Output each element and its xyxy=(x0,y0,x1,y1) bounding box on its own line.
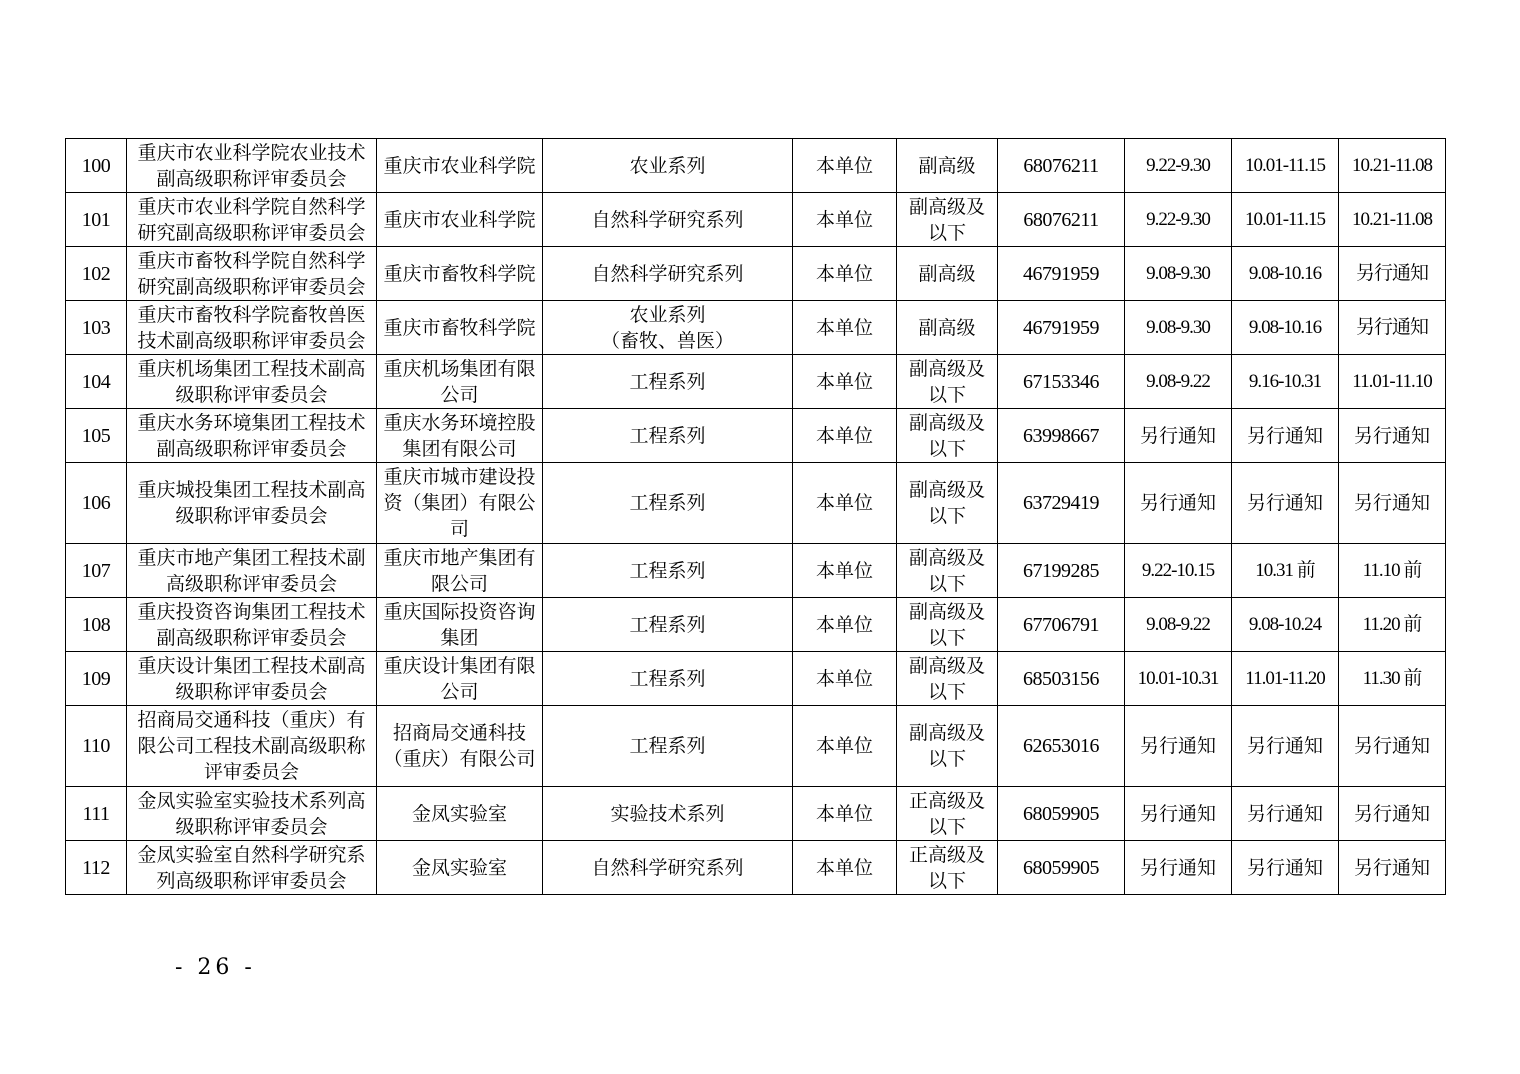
date-range-1: 9.08-9.30 xyxy=(1125,247,1232,301)
scope: 本单位 xyxy=(793,706,897,787)
phone: 67706791 xyxy=(998,598,1125,652)
title-series: 工程系列 xyxy=(543,544,793,598)
title-series: 工程系列 xyxy=(543,355,793,409)
table-row xyxy=(66,355,1446,409)
level: 正高级及以下 xyxy=(897,787,998,841)
date-range-2: 11.01-11.20 xyxy=(1232,652,1339,706)
date-range-1: 9.22-9.30 xyxy=(1125,139,1232,193)
organizing-unit: 金凤实验室 xyxy=(377,841,543,895)
date-range-3: 另行通知 xyxy=(1339,301,1446,355)
title-series: 工程系列 xyxy=(543,598,793,652)
table-row xyxy=(66,544,1446,598)
phone: 67199285 xyxy=(998,544,1125,598)
phone: 46791959 xyxy=(998,301,1125,355)
committee-name: 重庆市地产集团工程技术副高级职称评审委员会 xyxy=(127,544,377,598)
date-range-3: 10.21-11.08 xyxy=(1339,193,1446,247)
date-range-2: 9.08-10.24 xyxy=(1232,598,1339,652)
organizing-unit: 重庆市农业科学院 xyxy=(377,193,543,247)
date-range-3: 11.30 前 xyxy=(1339,652,1446,706)
organizing-unit: 重庆设计集团有限公司 xyxy=(377,652,543,706)
row-number: 104 xyxy=(66,355,127,409)
phone: 46791959 xyxy=(998,247,1125,301)
date-range-3: 另行通知 xyxy=(1339,409,1446,463)
date-range-2: 另行通知 xyxy=(1232,409,1339,463)
scope: 本单位 xyxy=(793,247,897,301)
date-range-1: 另行通知 xyxy=(1125,841,1232,895)
scope: 本单位 xyxy=(793,841,897,895)
title-series: 农业系列 xyxy=(543,139,793,193)
level: 副高级 xyxy=(897,301,998,355)
date-range-1: 另行通知 xyxy=(1125,787,1232,841)
organizing-unit: 重庆市畜牧科学院 xyxy=(377,247,543,301)
row-number: 107 xyxy=(66,544,127,598)
title-series: 工程系列 xyxy=(543,463,793,544)
date-range-2: 10.01-11.15 xyxy=(1232,193,1339,247)
committee-name: 重庆城投集团工程技术副高级职称评审委员会 xyxy=(127,463,377,544)
level: 副高级及以下 xyxy=(897,598,998,652)
date-range-3: 10.21-11.08 xyxy=(1339,139,1446,193)
committee-table-container xyxy=(65,138,1445,895)
scope: 本单位 xyxy=(793,598,897,652)
organizing-unit: 重庆市地产集团有限公司 xyxy=(377,544,543,598)
level: 副高级及以下 xyxy=(897,193,998,247)
date-range-3: 11.20 前 xyxy=(1339,598,1446,652)
level: 副高级 xyxy=(897,247,998,301)
date-range-2: 10.31 前 xyxy=(1232,544,1339,598)
organizing-unit: 重庆国际投资咨询集团 xyxy=(377,598,543,652)
phone: 68076211 xyxy=(998,193,1125,247)
row-number: 101 xyxy=(66,193,127,247)
title-series: 工程系列 xyxy=(543,652,793,706)
date-range-3: 另行通知 xyxy=(1339,247,1446,301)
date-range-1: 10.01-10.31 xyxy=(1125,652,1232,706)
date-range-2: 10.01-11.15 xyxy=(1232,139,1339,193)
committee-name: 重庆市农业科学院农业技术副高级职称评审委员会 xyxy=(127,139,377,193)
phone: 68059905 xyxy=(998,841,1125,895)
table-row xyxy=(66,652,1446,706)
row-number: 106 xyxy=(66,463,127,544)
committee-name: 重庆市畜牧科学院自然科学研究副高级职称评审委员会 xyxy=(127,247,377,301)
committee-name: 重庆机场集团工程技术副高级职称评审委员会 xyxy=(127,355,377,409)
level: 副高级及以下 xyxy=(897,544,998,598)
date-range-3: 另行通知 xyxy=(1339,463,1446,544)
scope: 本单位 xyxy=(793,652,897,706)
row-number: 109 xyxy=(66,652,127,706)
title-series: 工程系列 xyxy=(543,706,793,787)
row-number: 111 xyxy=(66,787,127,841)
organizing-unit: 金凤实验室 xyxy=(377,787,543,841)
date-range-2: 另行通知 xyxy=(1232,463,1339,544)
table-row xyxy=(66,598,1446,652)
table-row xyxy=(66,139,1446,193)
organizing-unit: 重庆机场集团有限公司 xyxy=(377,355,543,409)
title-series-line-2: （畜牧、兽医） xyxy=(600,329,734,352)
scope: 本单位 xyxy=(793,193,897,247)
date-range-2: 另行通知 xyxy=(1232,787,1339,841)
phone: 67153346 xyxy=(998,355,1125,409)
date-range-1: 另行通知 xyxy=(1125,463,1232,544)
title-series: 自然科学研究系列 xyxy=(543,247,793,301)
committee-name: 重庆设计集团工程技术副高级职称评审委员会 xyxy=(127,652,377,706)
row-number: 103 xyxy=(66,301,127,355)
scope: 本单位 xyxy=(793,787,897,841)
level: 副高级及以下 xyxy=(897,652,998,706)
date-range-3: 11.10 前 xyxy=(1339,544,1446,598)
title-series: 自然科学研究系列 xyxy=(543,193,793,247)
table-row xyxy=(66,247,1446,301)
title-series: 工程系列 xyxy=(543,409,793,463)
phone: 63998667 xyxy=(998,409,1125,463)
level: 副高级及以下 xyxy=(897,355,998,409)
committee-name: 重庆水务环境集团工程技术副高级职称评审委员会 xyxy=(127,409,377,463)
date-range-1: 9.22-9.30 xyxy=(1125,193,1232,247)
scope: 本单位 xyxy=(793,301,897,355)
scope: 本单位 xyxy=(793,544,897,598)
committee-name: 重庆投资咨询集团工程技术副高级职称评审委员会 xyxy=(127,598,377,652)
table-row xyxy=(66,301,1446,355)
date-range-1: 9.22-10.15 xyxy=(1125,544,1232,598)
organizing-unit: 重庆水务环境控股集团有限公司 xyxy=(377,409,543,463)
scope: 本单位 xyxy=(793,463,897,544)
title-series-line-1: 农业系列 xyxy=(629,303,706,326)
level: 副高级及以下 xyxy=(897,463,998,544)
date-range-1: 另行通知 xyxy=(1125,409,1232,463)
date-range-2: 9.08-10.16 xyxy=(1232,301,1339,355)
row-number: 105 xyxy=(66,409,127,463)
date-range-3: 另行通知 xyxy=(1339,787,1446,841)
phone: 68076211 xyxy=(998,139,1125,193)
committee-name: 金凤实验室实验技术系列高级职称评审委员会 xyxy=(127,787,377,841)
level: 副高级 xyxy=(897,139,998,193)
committee-table xyxy=(65,138,1446,895)
date-range-2: 9.08-10.16 xyxy=(1232,247,1339,301)
date-range-3: 11.01-11.10 xyxy=(1339,355,1446,409)
phone: 68059905 xyxy=(998,787,1125,841)
page-number: - 26 - xyxy=(175,955,256,980)
date-range-2: 另行通知 xyxy=(1232,706,1339,787)
row-number: 110 xyxy=(66,706,127,787)
date-range-1: 另行通知 xyxy=(1125,706,1232,787)
table-row xyxy=(66,787,1446,841)
table-row xyxy=(66,706,1446,787)
committee-name: 重庆市畜牧科学院畜牧兽医技术副高级职称评审委员会 xyxy=(127,301,377,355)
phone: 63729419 xyxy=(998,463,1125,544)
level: 副高级及以下 xyxy=(897,409,998,463)
organizing-unit: 重庆市农业科学院 xyxy=(377,139,543,193)
committee-name: 金凤实验室自然科学研究系列高级职称评审委员会 xyxy=(127,841,377,895)
date-range-2: 9.16-10.31 xyxy=(1232,355,1339,409)
level: 正高级及以下 xyxy=(897,841,998,895)
table-row xyxy=(66,463,1446,544)
row-number: 102 xyxy=(66,247,127,301)
table-row xyxy=(66,193,1446,247)
date-range-2: 另行通知 xyxy=(1232,841,1339,895)
date-range-3: 另行通知 xyxy=(1339,841,1446,895)
scope: 本单位 xyxy=(793,139,897,193)
title-series xyxy=(543,301,793,355)
scope: 本单位 xyxy=(793,409,897,463)
title-series: 自然科学研究系列 xyxy=(543,841,793,895)
row-number: 100 xyxy=(66,139,127,193)
committee-name: 招商局交通科技（重庆）有限公司工程技术副高级职称评审委员会 xyxy=(127,706,377,787)
organizing-unit: 重庆市畜牧科学院 xyxy=(377,301,543,355)
date-range-3: 另行通知 xyxy=(1339,706,1446,787)
phone: 68503156 xyxy=(998,652,1125,706)
scope: 本单位 xyxy=(793,355,897,409)
row-number: 112 xyxy=(66,841,127,895)
date-range-1: 9.08-9.22 xyxy=(1125,598,1232,652)
date-range-1: 9.08-9.22 xyxy=(1125,355,1232,409)
title-series: 实验技术系列 xyxy=(543,787,793,841)
organizing-unit: 重庆市城市建设投资（集团）有限公司 xyxy=(377,463,543,544)
committee-name: 重庆市农业科学院自然科学研究副高级职称评审委员会 xyxy=(127,193,377,247)
level: 副高级及以下 xyxy=(897,706,998,787)
table-row xyxy=(66,409,1446,463)
table-row xyxy=(66,841,1446,895)
phone: 62653016 xyxy=(998,706,1125,787)
date-range-1: 9.08-9.30 xyxy=(1125,301,1232,355)
organizing-unit: 招商局交通科技（重庆）有限公司 xyxy=(377,706,543,787)
row-number: 108 xyxy=(66,598,127,652)
